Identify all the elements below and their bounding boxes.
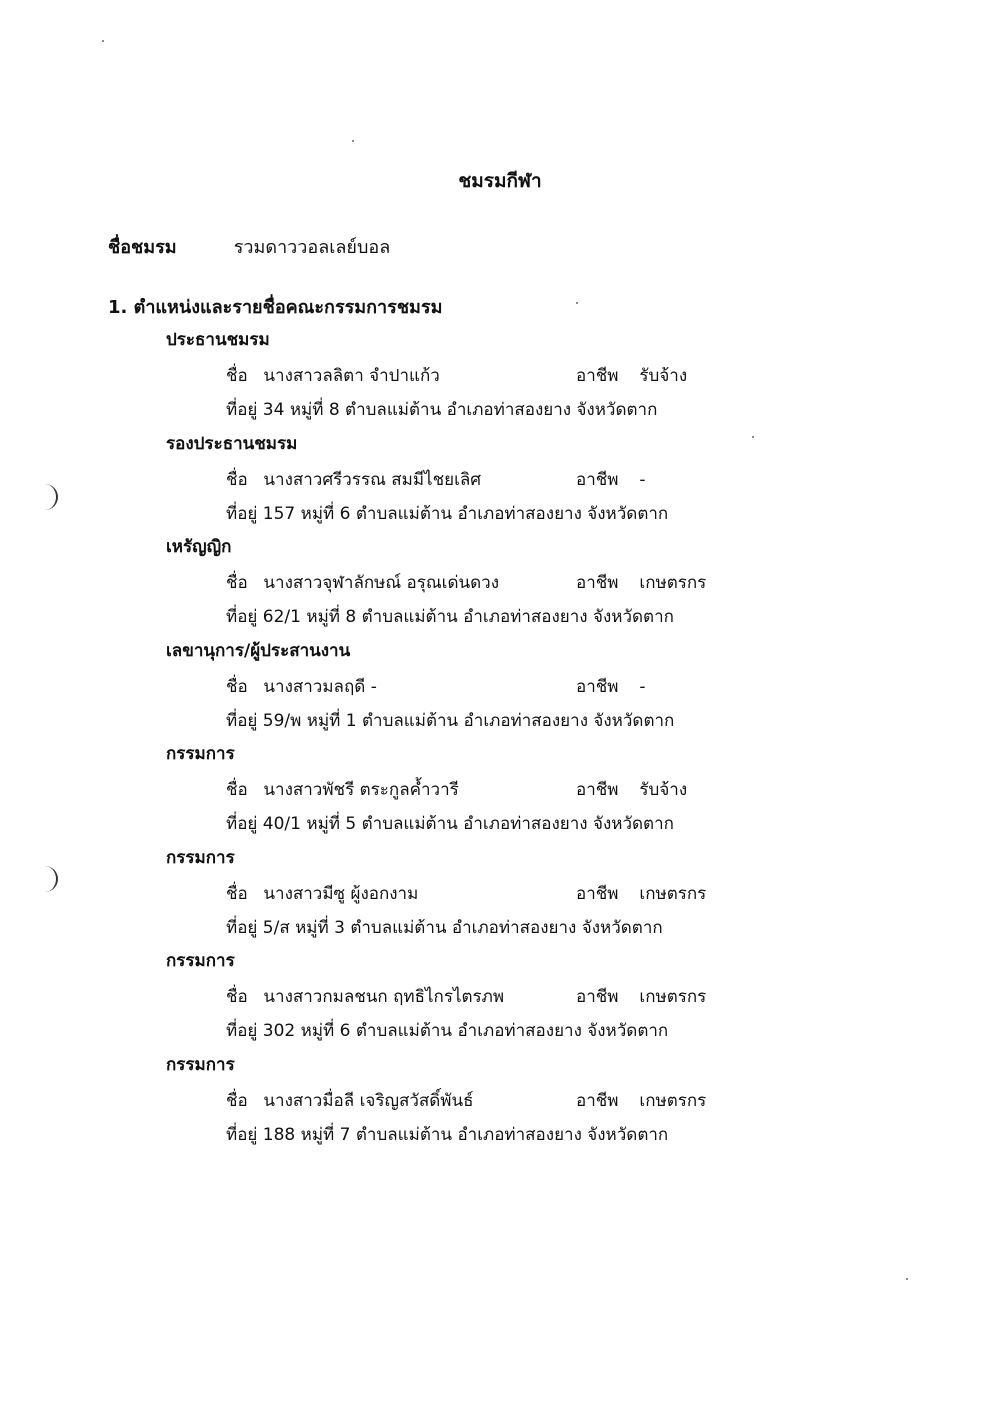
member-occupation: เกษตรกร [639,573,707,593]
member-occupation-label: อาชีพ [576,780,619,800]
member-name-label: ชื่อ [226,469,248,490]
club-name-label: ชื่อชมรม [108,237,177,258]
member-address: ที่อยู่ 59/พ หมู่ที่ 1 ตำบลแม่ต้าน อำเภอท่าสองยาง จังหวัดตาก [226,710,675,731]
club-name-row [108,232,390,261]
committee-member [0,1051,1000,1155]
committee-member [0,740,1000,844]
committee-member [0,947,1000,1051]
member-occupation-line [576,880,776,907]
member-name: นางสาวศรีวรรณ สมมีไชยเลิศ [263,469,482,490]
committee-member [0,533,1000,637]
member-occupation: เกษตรกร [639,1090,707,1111]
member-name-label: ชื่อ [226,573,248,593]
member-role: เลขานุการ/ผู้ประสานงาน [166,640,351,661]
member-occupation: - [639,469,646,490]
member-role: กรรมการ [166,847,235,868]
member-name-label: ชื่อ [226,1090,248,1111]
member-occupation-label: อาชีพ [576,366,619,386]
member-role: กรรมการ [166,1054,235,1075]
member-address: ที่อยู่ 40/1 หมู่ที่ 5 ตำบลแม่ต้าน อำเภอท่าสองยาง จังหวัดตาก [226,814,674,834]
member-occupation-label: อาชีพ [576,987,619,1007]
member-occupation-label: อาชีพ [576,573,619,593]
member-name-label: ชื่อ [226,366,248,386]
scan-speck [906,1278,908,1280]
member-occupation: รับจ้าง [639,780,688,800]
member-occupation: - [639,676,646,697]
committee-member [0,430,1000,534]
member-role: กรรมการ [166,951,235,971]
member-occupation: เกษตรกร [639,883,707,904]
committee-member [0,844,1000,948]
committee-section-heading: 1. ตำแหน่งและรายชื่อคณะกรรมการชมรม [108,297,443,318]
member-occupation-label: อาชีพ [576,469,619,490]
member-name: นางสาวมลฤดี - [263,676,377,697]
committee-member [0,637,1000,741]
member-occupation-line [576,673,776,700]
member-address: ที่อยู่ 5/ส หมู่ที่ 3 ตำบลแม่ต้าน อำเภอท่าสองยาง จังหวัดตาก [226,917,663,938]
member-occupation-line [576,362,776,389]
scan-speck [102,40,104,42]
member-address: ที่อยู่ 157 หมู่ที่ 6 ตำบลแม่ต้าน อำเภอท่าสองยาง จังหวัดตาก [226,503,669,524]
member-role: รองประธานชมรม [166,433,298,454]
scan-speck [352,140,354,142]
scan-speck [576,302,578,304]
member-address: ที่อยู่ 62/1 หมู่ที่ 8 ตำบลแม่ต้าน อำเภอท่าสองยาง จังหวัดตาก [226,607,674,627]
document-title: ชมรมกีฬา [458,170,542,192]
member-address: ที่อยู่ 188 หมู่ที่ 7 ตำบลแม่ต้าน อำเภอท่าสองยาง จังหวัดตาก [226,1124,669,1145]
member-address: ที่อยู่ 302 หมู่ที่ 6 ตำบลแม่ต้าน อำเภอท่าสองยาง จังหวัดตาก [226,1021,669,1041]
member-name: นางสาวกมลชนก ฤทธิไกรไตรภพ [263,987,505,1007]
member-address: ที่อยู่ 34 หมู่ที่ 8 ตำบลแม่ต้าน อำเภอท่าสองยาง จังหวัดตาก [226,400,658,420]
member-role: เหรัญญิก [166,537,232,557]
member-occupation: เกษตรกร [639,987,707,1007]
member-role: ประธานชมรม [166,330,270,350]
member-occupation-label: อาชีพ [576,676,619,697]
member-occupation-line [576,776,776,803]
member-name: นางสาวจุฬาลักษณ์ อรุณเด่นดวง [263,573,500,593]
committee-member-list [0,326,1000,1154]
member-name-label: ชื่อ [226,780,248,800]
member-name-label: ชื่อ [226,987,248,1007]
member-name-label: ชื่อ [226,883,248,904]
committee-member [0,326,1000,430]
member-name: นางสาวพัชรี ตระกูลค้ำวารี [263,780,459,800]
member-name: นางสาวมีซู ผู้งอกงาม [263,883,419,904]
member-occupation-line [576,466,776,493]
club-name-value: รวมดาววอลเลย์บอล [233,237,391,258]
member-occupation-label: อาชีพ [576,1090,619,1111]
member-occupation: รับจ้าง [639,366,688,386]
member-name: นางสาวลลิตา จำปาแก้ว [263,366,440,386]
member-name: นางสาวมื่อลี เจริญสวัสดิ์พันธ์ [263,1090,474,1111]
member-role: กรรมการ [166,744,235,764]
member-occupation-label: อาชีพ [576,883,619,904]
member-name-label: ชื่อ [226,676,248,697]
member-occupation-line [576,983,776,1010]
member-occupation-line [576,1087,776,1114]
member-occupation-line [576,569,776,596]
